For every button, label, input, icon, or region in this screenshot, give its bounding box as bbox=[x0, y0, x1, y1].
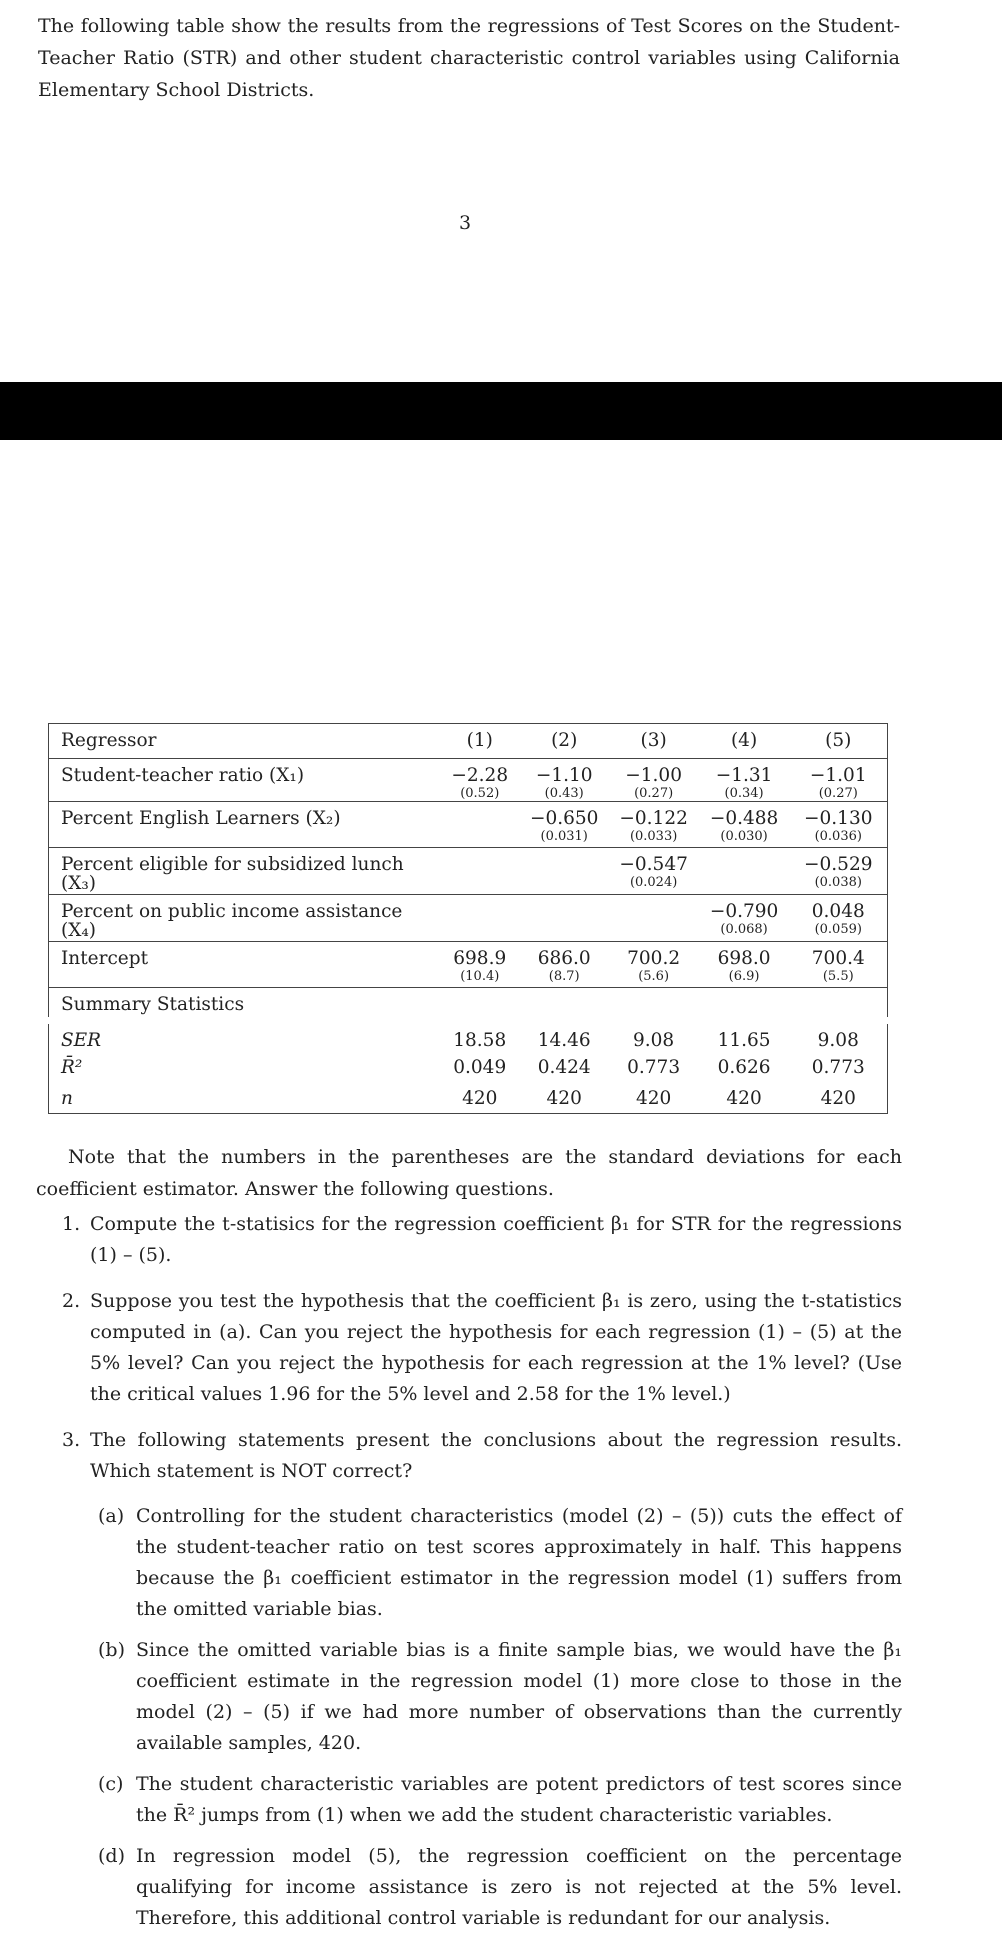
coefficient-cell bbox=[790, 759, 888, 802]
regressor-label: Percent eligible for subsidized lunch (X₃) bbox=[49, 848, 440, 895]
coefficient-value: 700.2 bbox=[627, 947, 681, 969]
standard-error: (0.033) bbox=[629, 829, 678, 845]
coefficient-cell bbox=[609, 759, 699, 802]
coefficient-cell bbox=[609, 894, 699, 941]
coefficient-cell bbox=[520, 941, 609, 987]
summary-stat-value: 0.773 bbox=[790, 1051, 888, 1082]
column-header: (1) bbox=[440, 724, 520, 759]
coefficient-cell bbox=[609, 941, 699, 987]
standard-error: (0.059) bbox=[814, 922, 862, 938]
standard-error: (6.9) bbox=[728, 969, 760, 985]
summary-stat-value: 0.626 bbox=[717, 1057, 771, 1079]
redaction-bar bbox=[0, 382, 1002, 440]
question-number: 3. bbox=[62, 1429, 81, 1451]
summary-stat-value: 14.46 bbox=[520, 1020, 609, 1051]
standard-error: (10.4) bbox=[460, 969, 500, 985]
summary-stat-label: n bbox=[49, 1082, 440, 1113]
summary-stat-value: 420 bbox=[520, 1082, 609, 1113]
intro-paragraph: The following table show the results from the regressions of Test Scores on the Student-Teacher Ratio (STR) and other student characteristic control variables using California Elementary School Districts. bbox=[38, 15, 900, 101]
standard-error: (5.6) bbox=[638, 969, 670, 985]
coefficient-value: −2.28 bbox=[451, 765, 509, 786]
coefficient-value: −1.10 bbox=[535, 765, 593, 786]
statement-text: Since the omitted variable bias is a finite sample bias, we would have the β₁ coefficient estimate in the regression model (1) more close to those in the model (2) – (5) if we had more number of observations than the currently available samples, 420. bbox=[136, 1639, 902, 1754]
statement-letter: (d) bbox=[98, 1845, 125, 1867]
coefficient-value: −0.130 bbox=[804, 808, 873, 830]
coefficient-cell bbox=[440, 941, 520, 987]
page-number: 3 bbox=[458, 212, 472, 234]
standard-error: (0.34) bbox=[724, 786, 764, 802]
coefficient-cell bbox=[699, 894, 790, 941]
coefficient-cell bbox=[440, 802, 520, 848]
coefficient-value: 0.048 bbox=[811, 900, 865, 922]
statement-letter: (a) bbox=[98, 1505, 125, 1527]
statement-text: In regression model (5), the regression coefficient on the percentage qualifying for income assistance is zero is not rejected at the 5% level. Therefore, this additional control variable is redundant for our analysis. bbox=[136, 1845, 902, 1929]
regressor-label: Student-teacher ratio (X₁) bbox=[49, 759, 440, 802]
summary-stat-value: 420 bbox=[609, 1082, 699, 1113]
summary-stat-value: 9.08 bbox=[609, 1020, 699, 1051]
coefficient-value: −1.00 bbox=[625, 765, 682, 786]
summary-stat-value: 18.58 bbox=[440, 1020, 520, 1051]
standard-error: (0.43) bbox=[544, 786, 584, 802]
question-number: 2. bbox=[62, 1290, 81, 1312]
summary-stat-value: 0.424 bbox=[537, 1057, 591, 1079]
question-item bbox=[36, 1209, 902, 1271]
coefficient-cell bbox=[520, 894, 609, 941]
standard-error: (0.031) bbox=[540, 829, 588, 845]
statement-item bbox=[90, 1769, 902, 1831]
coefficient-value: 700.4 bbox=[811, 947, 865, 969]
summary-header: Summary Statistics bbox=[49, 987, 888, 1020]
summary-stat-label: SER bbox=[49, 1020, 440, 1051]
statement-item bbox=[90, 1635, 902, 1759]
statement-text: Controlling for the student characteristics (model (2) – (5)) cuts the effect of the student-teacher ratio on test scores approximately in half. This happens because the β₁ coefficient estimator in the regression model (1) suffers from the omitted variable bias. bbox=[136, 1505, 902, 1620]
question-text: The following statements present the conclusions about the regression results. Which statement is NOT correct? bbox=[90, 1429, 902, 1482]
standard-error: (0.068) bbox=[720, 922, 768, 938]
column-header: (3) bbox=[609, 724, 699, 759]
coefficient-cell bbox=[790, 802, 888, 848]
regressor-label: Percent English Learners (X₂) bbox=[49, 802, 440, 848]
standard-error: (0.27) bbox=[634, 786, 674, 802]
coefficient-cell bbox=[699, 802, 790, 848]
column-header: (5) bbox=[790, 724, 888, 759]
summary-stat-value: 0.049 bbox=[453, 1057, 507, 1079]
standard-error: (0.024) bbox=[629, 875, 678, 891]
table-note: Note that the numbers in the parentheses are the standard deviations for each coefficient estimator. Answer the following questions. bbox=[36, 1146, 902, 1200]
column-header: (2) bbox=[520, 724, 609, 759]
coefficient-value: −0.488 bbox=[709, 808, 779, 830]
coefficient-value: −0.650 bbox=[529, 808, 599, 830]
statement-text: The student characteristic variables are potent predictors of test scores since the R̄² jumps from (1) when we add the student characteristic variables. bbox=[136, 1773, 902, 1826]
summary-stat-value: 420 bbox=[790, 1082, 888, 1113]
summary-stat-value: 0.773 bbox=[627, 1057, 681, 1079]
coefficient-cell bbox=[699, 759, 790, 802]
question-item bbox=[36, 1286, 902, 1410]
coefficient-cell bbox=[699, 941, 790, 987]
coefficient-cell bbox=[609, 848, 699, 895]
coefficient-value: −0.529 bbox=[804, 854, 873, 876]
statement-letter: (c) bbox=[98, 1773, 124, 1795]
standard-error: (0.038) bbox=[814, 875, 862, 891]
coefficient-cell bbox=[790, 941, 888, 987]
standard-error: (0.27) bbox=[818, 786, 858, 802]
standard-error: (8.7) bbox=[548, 969, 580, 985]
statement-item bbox=[90, 1501, 902, 1625]
coefficient-value: −0.547 bbox=[619, 854, 688, 876]
coefficient-value: −0.790 bbox=[709, 900, 779, 922]
question-item bbox=[36, 1425, 902, 1934]
column-header: (4) bbox=[699, 724, 790, 759]
question-text: Compute the t-statisics for the regression coefficient β₁ for STR for the regressions (1) – (5). bbox=[90, 1213, 902, 1266]
coefficient-cell bbox=[440, 894, 520, 941]
regressor-label: Intercept bbox=[49, 941, 440, 987]
coefficient-value: −0.122 bbox=[619, 808, 688, 830]
question-list bbox=[36, 1209, 902, 1949]
question-number: 1. bbox=[62, 1213, 81, 1235]
coefficient-cell bbox=[520, 759, 609, 802]
coefficient-cell bbox=[440, 848, 520, 895]
summary-stat-value: 420 bbox=[699, 1082, 790, 1113]
summary-stat-value: 420 bbox=[440, 1082, 520, 1113]
statement-letter: (b) bbox=[98, 1639, 125, 1661]
summary-stat-label: R̄² bbox=[49, 1051, 440, 1082]
coefficient-cell bbox=[790, 894, 888, 941]
coefficient-cell bbox=[699, 848, 790, 895]
coefficient-value: 698.0 bbox=[717, 947, 771, 969]
regression-table bbox=[48, 723, 888, 1114]
regressor-header: Regressor bbox=[49, 724, 440, 759]
standard-error: (0.036) bbox=[814, 829, 862, 845]
coefficient-cell bbox=[440, 759, 520, 802]
coefficient-cell bbox=[790, 848, 888, 895]
coefficient-value: 698.9 bbox=[453, 947, 507, 969]
question-text: Suppose you test the hypothesis that the coefficient β₁ is zero, using the t-statistics computed in (a). Can you reject the hypothesis for each regression (1) – (5) at the 5% level? Can you reject the hypothesis for each regression at the 1% level? (Use the critical values 1.96 for the 5% level and 2.58 for the 1% level.) bbox=[90, 1290, 902, 1405]
standard-error: (5.5) bbox=[822, 969, 854, 985]
coefficient-value: −1.01 bbox=[809, 765, 867, 786]
coefficient-value: −1.31 bbox=[715, 765, 773, 786]
standard-error: (0.030) bbox=[720, 829, 768, 845]
coefficient-cell bbox=[520, 848, 609, 895]
summary-stat-value: 11.65 bbox=[699, 1020, 790, 1051]
coefficient-value: 686.0 bbox=[537, 947, 591, 969]
regressor-label: Percent on public income assistance (X₄) bbox=[49, 894, 440, 941]
coefficient-cell bbox=[609, 802, 699, 848]
statement-list bbox=[90, 1501, 902, 1934]
statement-item bbox=[90, 1841, 902, 1934]
standard-error: (0.52) bbox=[460, 786, 500, 802]
summary-stat-value: 9.08 bbox=[790, 1020, 888, 1051]
coefficient-cell bbox=[520, 802, 609, 848]
